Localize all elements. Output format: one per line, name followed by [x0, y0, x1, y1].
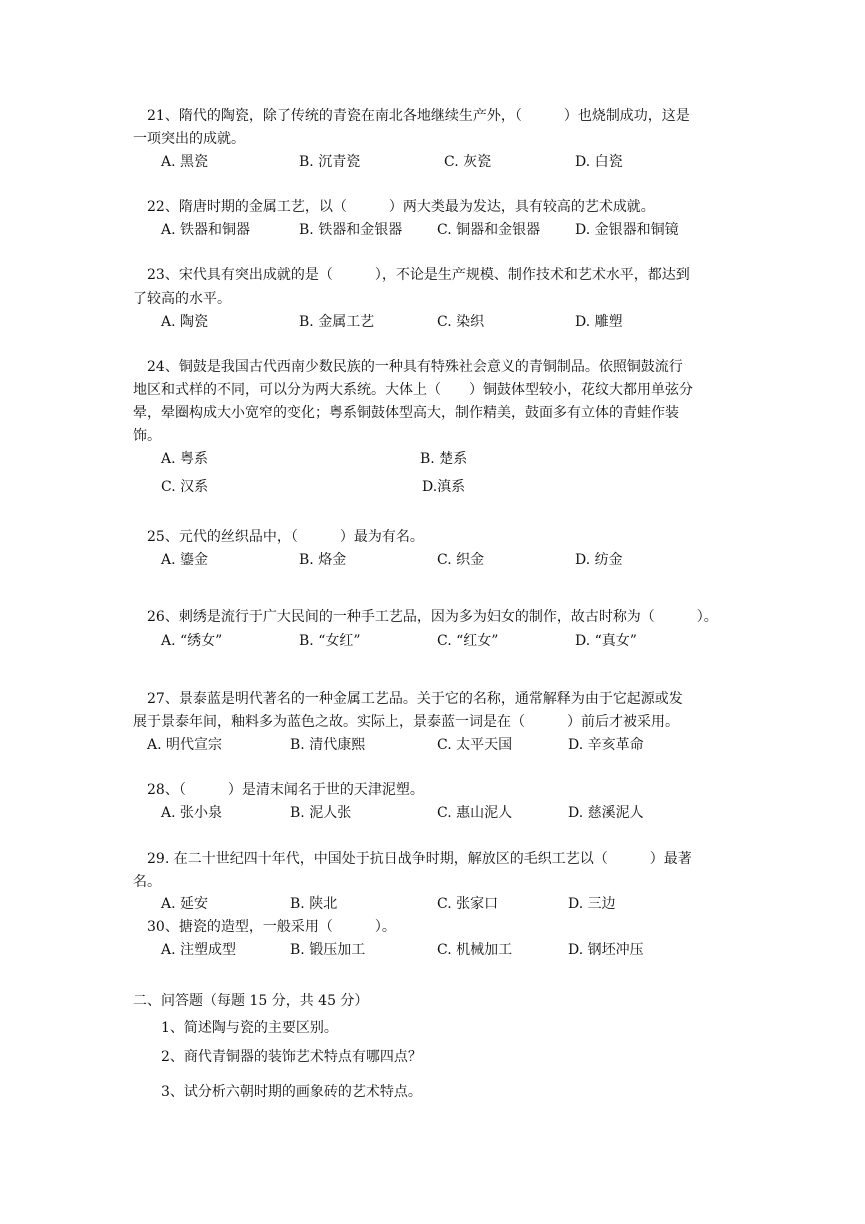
option-a: A. 延安 — [161, 896, 209, 912]
option-a: A. 鎏金 — [161, 552, 209, 568]
option-b: B. 泥人张 — [290, 805, 352, 821]
option-d: D. 雕塑 — [575, 314, 623, 330]
question-text-line: 一项突出的成就。 — [133, 131, 245, 147]
option-c: C. 张家口 — [437, 896, 499, 912]
option-c: C. 染织 — [437, 314, 485, 330]
question-text-line: 22、隋唐时期的金属工艺，以（ ）两大类最为发达，具有较高的艺术成就。 — [147, 199, 655, 215]
option-b: B. 锻压加工 — [290, 942, 366, 958]
short-answer-item: 1、简述陶与瓷的主要区别。 — [161, 1020, 338, 1036]
option-c: C. 汉系 — [161, 479, 209, 495]
short-answer-item: 2、商代青铜器的装饰艺术特点有哪四点？ — [161, 1049, 422, 1065]
question-text-line: 23、宋代具有突出成就的是（ ），不论是生产规模、制作技术和艺术水平，都达到 — [147, 267, 690, 283]
question-text-line: 21、隋代的陶瓷，除了传统的青瓷在南北各地继续生产外，（ ）也烧制成功，这是 — [147, 108, 690, 124]
option-d: D. 白瓷 — [575, 154, 623, 170]
option-b: B. 陕北 — [290, 896, 338, 912]
option-c: C. 太平天国 — [437, 737, 513, 753]
option-a: A. 黑瓷 — [161, 154, 209, 170]
question-text-line: 晕，晕圈构成大小宽窄的变化；粤系铜鼓体型高大，制作精美，鼓面多有立体的青蛙作装 — [133, 405, 679, 421]
question-text-line: 30、搪瓷的造型，一般采用（ ）。 — [147, 919, 396, 935]
option-b: B. “女红” — [299, 633, 361, 649]
question-text-line: 名。 — [133, 874, 161, 890]
option-a: A. 铁器和铜器 — [161, 222, 251, 238]
short-answer-item: 3、试分析六朝时期的画象砖的艺术特点。 — [161, 1084, 422, 1100]
option-a: A. “绣女” — [161, 633, 223, 649]
question-text-line: 26、刺绣是流行于广大民间的一种手工艺品，因为多为妇女的制作，故古时称为（ ）。 — [147, 609, 718, 625]
option-c: C. 机械加工 — [437, 942, 513, 958]
section-heading: 二、问答题（每题 15 分，共 45 分） — [133, 993, 369, 1009]
option-c: C. 惠山泥人 — [437, 805, 513, 821]
question-text-line: 饰。 — [133, 428, 161, 444]
option-d: D. 金银器和铜镜 — [575, 222, 679, 238]
option-c: C. 铜器和金银器 — [437, 222, 541, 238]
option-b: B. 楚系 — [420, 451, 468, 467]
question-text-line: 了较高的水平。 — [133, 291, 231, 307]
option-d: D. 三边 — [568, 896, 616, 912]
option-d: D. 辛亥革命 — [568, 737, 644, 753]
question-text-line: 27、景泰蓝是明代著名的一种金属工艺品。关于它的名称，通常解释为由于它起源或发 — [147, 691, 683, 707]
question-text-line: 29. 在二十世纪四十年代，中国处于抗日战争时期，解放区的毛织工艺以（ ）最著 — [147, 851, 692, 867]
option-a: A. 明代宣宗 — [147, 737, 223, 753]
option-d: D. “真女” — [575, 633, 637, 649]
option-b: B. 清代康熙 — [290, 737, 366, 753]
question-text-line: 25、元代的丝织品中，（ ）最为有名。 — [147, 529, 424, 545]
question-text-line: 地区和式样的不同，可以分为两大系统。大体上（ ）铜鼓体型较小，花纹大都用单弦分 — [133, 382, 693, 398]
question-text-line: 28、（ ）是清末闻名于世的天津泥塑。 — [147, 782, 424, 798]
option-d: D.滇系 — [422, 479, 466, 495]
option-b: B. 沉青瓷 — [299, 154, 361, 170]
option-a: A. 张小泉 — [161, 805, 223, 821]
option-a: A. 粤系 — [161, 451, 209, 467]
option-c: C. 织金 — [437, 552, 485, 568]
option-a: A. 陶瓷 — [161, 314, 209, 330]
option-d: D. 慈溪泥人 — [568, 805, 644, 821]
option-d: D. 纺金 — [575, 552, 623, 568]
option-b: B. 烙金 — [299, 552, 347, 568]
option-a: A. 注塑成型 — [161, 942, 237, 958]
option-b: B. 铁器和金银器 — [299, 222, 403, 238]
option-d: D. 钢坯冲压 — [568, 942, 644, 958]
question-text-line: 24、铜鼓是我国古代西南少数民族的一种具有特殊社会意义的青铜制品。依照铜鼓流行 — [147, 359, 683, 375]
option-c: C. 灰瓷 — [444, 154, 492, 170]
option-b: B. 金属工艺 — [299, 314, 375, 330]
option-c: C. “红女” — [437, 633, 499, 649]
question-text-line: 展于景泰年间，釉料多为蓝色之故。实际上，景泰蓝一词是在（ ）前后才被采用。 — [133, 714, 679, 730]
